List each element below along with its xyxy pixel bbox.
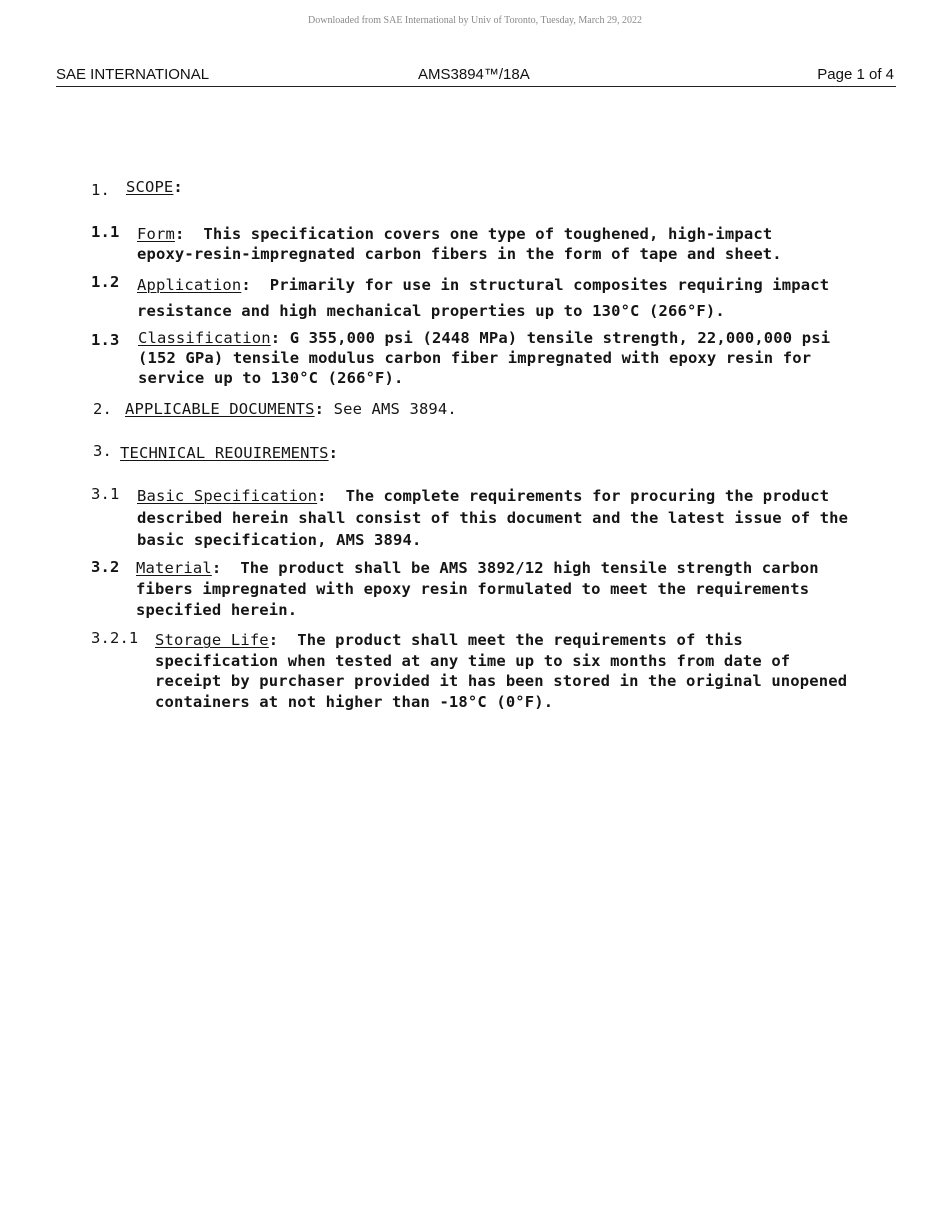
section-number: 3. [93, 442, 112, 460]
header-document-id: AMS3894™/18A [418, 66, 530, 83]
paragraph-line: basic specification, AMS 3894. [137, 531, 422, 549]
section-number: 3.2 [91, 558, 120, 576]
paragraph-line [155, 630, 847, 651]
heading-colon: : [268, 631, 279, 649]
section-number: 3.2.1 [91, 629, 139, 647]
paragraph-line: specified herein. [136, 601, 298, 619]
paragraph-text: This specification covers one type of toughened, high-impact [203, 225, 773, 243]
section-heading [120, 444, 338, 464]
paragraph [137, 225, 782, 264]
paragraph-heading: Form [137, 225, 175, 243]
paragraph-heading: Classification [138, 329, 271, 347]
section-text: See AMS 3894. [333, 400, 457, 418]
paragraph-line [137, 276, 829, 296]
paragraph-line: resistance and high mechanical properties up to 130°C (266°F). [137, 301, 725, 320]
paragraph-heading: Storage Life [155, 631, 269, 649]
paragraph-line: service up to 130°C (266°F). [138, 369, 404, 387]
section-title: SCOPE [126, 178, 174, 196]
paragraph [155, 630, 847, 712]
paragraph-line [137, 485, 848, 507]
paragraph-text: The product shall be AMS 3892/12 high tensile strength carbon [240, 559, 819, 577]
page-header [56, 66, 896, 87]
section-heading [125, 400, 457, 420]
paragraph-heading: Application [137, 276, 242, 294]
heading-colon: : [174, 225, 185, 243]
section-title: APPLICABLE DOCUMENTS [125, 400, 315, 418]
heading-colon: : [328, 444, 339, 462]
section-number: 1.3 [91, 331, 120, 349]
paragraph-text: G 355,000 psi (2448 MPa) tensile strength, 22,000,000 psi [289, 329, 831, 347]
paragraph-heading: Material [136, 559, 212, 577]
paragraph [137, 485, 848, 551]
paragraph-line: containers at not higher than -18°C (0°F). [155, 692, 554, 711]
paragraph-line: specification when tested at any time up to six months from date of [155, 651, 791, 670]
section-number: 3.1 [91, 485, 120, 503]
paragraph-line [138, 328, 830, 348]
paragraph [137, 276, 829, 321]
download-watermark: Downloaded from SAE International by Univ of Toronto, Tuesday, March 29, 2022 [308, 15, 642, 26]
paragraph-line: epoxy-resin-impregnated carbon fibers in the form of tape and sheet. [137, 244, 782, 263]
paragraph-line [136, 558, 819, 579]
paragraph-line: receipt by purchaser provided it has been stored in the original unopened [155, 672, 848, 690]
section-number: 1.1 [91, 223, 120, 241]
heading-colon: : [211, 559, 222, 577]
paragraph-text: The product shall meet the requirements of this [297, 631, 743, 649]
paragraph-line [137, 225, 782, 245]
heading-colon: : [173, 178, 183, 196]
header-organization: SAE INTERNATIONAL [56, 66, 210, 83]
paragraph-text: The complete requirements for procuring the product [345, 487, 830, 505]
section-number: 1.2 [91, 273, 120, 291]
heading-colon: : [314, 400, 325, 418]
paragraph [138, 328, 830, 388]
paragraph-line: described herein shall consist of this document and the latest issue of the [137, 509, 849, 527]
section-heading [126, 178, 183, 198]
paragraph-line: (152 GPa) tensile modulus carbon fiber impregnated with epoxy resin for [138, 349, 812, 367]
header-page-number: Page 1 of 4 [817, 66, 894, 83]
heading-colon: : [241, 276, 251, 294]
heading-colon: : [270, 329, 281, 347]
paragraph-line: fibers impregnated with epoxy resin formulated to meet the requirements [136, 580, 810, 598]
paragraph-heading: Basic Specification [137, 487, 318, 505]
section-number: 1. [91, 181, 110, 199]
section-title: TECHNICAL REOUIREMENTS [120, 444, 329, 462]
section-number: 2. [93, 400, 112, 418]
heading-colon: : [317, 487, 327, 505]
paragraph [136, 558, 819, 621]
paragraph-text: Primarily for use in structural composites requiring impact [269, 276, 830, 294]
